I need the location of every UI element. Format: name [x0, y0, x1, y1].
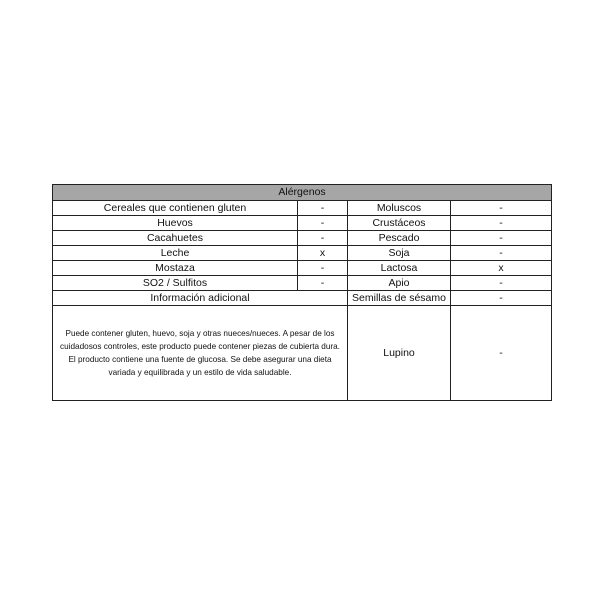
- allergen-label: Cereales que contienen gluten: [53, 201, 298, 216]
- allergen-label: Soja: [348, 246, 451, 261]
- allergen-value: -: [298, 201, 348, 216]
- allergen-label: Pescado: [348, 231, 451, 246]
- additional-info-heading: Información adicional: [53, 291, 348, 306]
- allergen-value: x: [298, 246, 348, 261]
- allergen-value: -: [451, 201, 552, 216]
- allergen-label: Mostaza: [53, 261, 298, 276]
- allergen-value: -: [298, 276, 348, 291]
- allergen-label: Huevos: [53, 216, 298, 231]
- table-title: Alérgenos: [53, 185, 552, 201]
- allergen-label: Apio: [348, 276, 451, 291]
- table-header-row: [53, 185, 552, 201]
- table-row: [53, 261, 552, 276]
- additional-info-text: Puede contener gluten, huevo, soja y otras nueces/nueces. A pesar de los cuidadosos controles, este producto puede contener piezas de cubierta dura. El producto contiene una fuente de glucosa. Se debe asegurar una dieta variada y equilibrada y un estilo de vida saludable.: [53, 306, 348, 401]
- table-row: [53, 216, 552, 231]
- allergen-label: Leche: [53, 246, 298, 261]
- allergen-value: -: [298, 261, 348, 276]
- table-row: [53, 306, 552, 401]
- table-row: [53, 201, 552, 216]
- allergen-value: -: [451, 231, 552, 246]
- allergen-value: -: [451, 246, 552, 261]
- table-row: [53, 276, 552, 291]
- allergens-table: [52, 184, 552, 401]
- allergen-label: Lupino: [348, 306, 451, 401]
- allergen-label: Crustáceos: [348, 216, 451, 231]
- allergen-label: Semillas de sésamo: [348, 291, 451, 306]
- allergen-value: -: [298, 231, 348, 246]
- allergen-label: Lactosa: [348, 261, 451, 276]
- allergen-label: Cacahuetes: [53, 231, 298, 246]
- allergen-label: SO2 / Sulfitos: [53, 276, 298, 291]
- allergen-value: x: [451, 261, 552, 276]
- allergen-value: -: [451, 276, 552, 291]
- allergen-value: -: [451, 291, 552, 306]
- table-row: [53, 291, 552, 306]
- allergen-value: -: [451, 216, 552, 231]
- allergen-value: -: [451, 306, 552, 401]
- allergen-label: Moluscos: [348, 201, 451, 216]
- table-row: [53, 246, 552, 261]
- allergen-value: -: [298, 216, 348, 231]
- table-row: [53, 231, 552, 246]
